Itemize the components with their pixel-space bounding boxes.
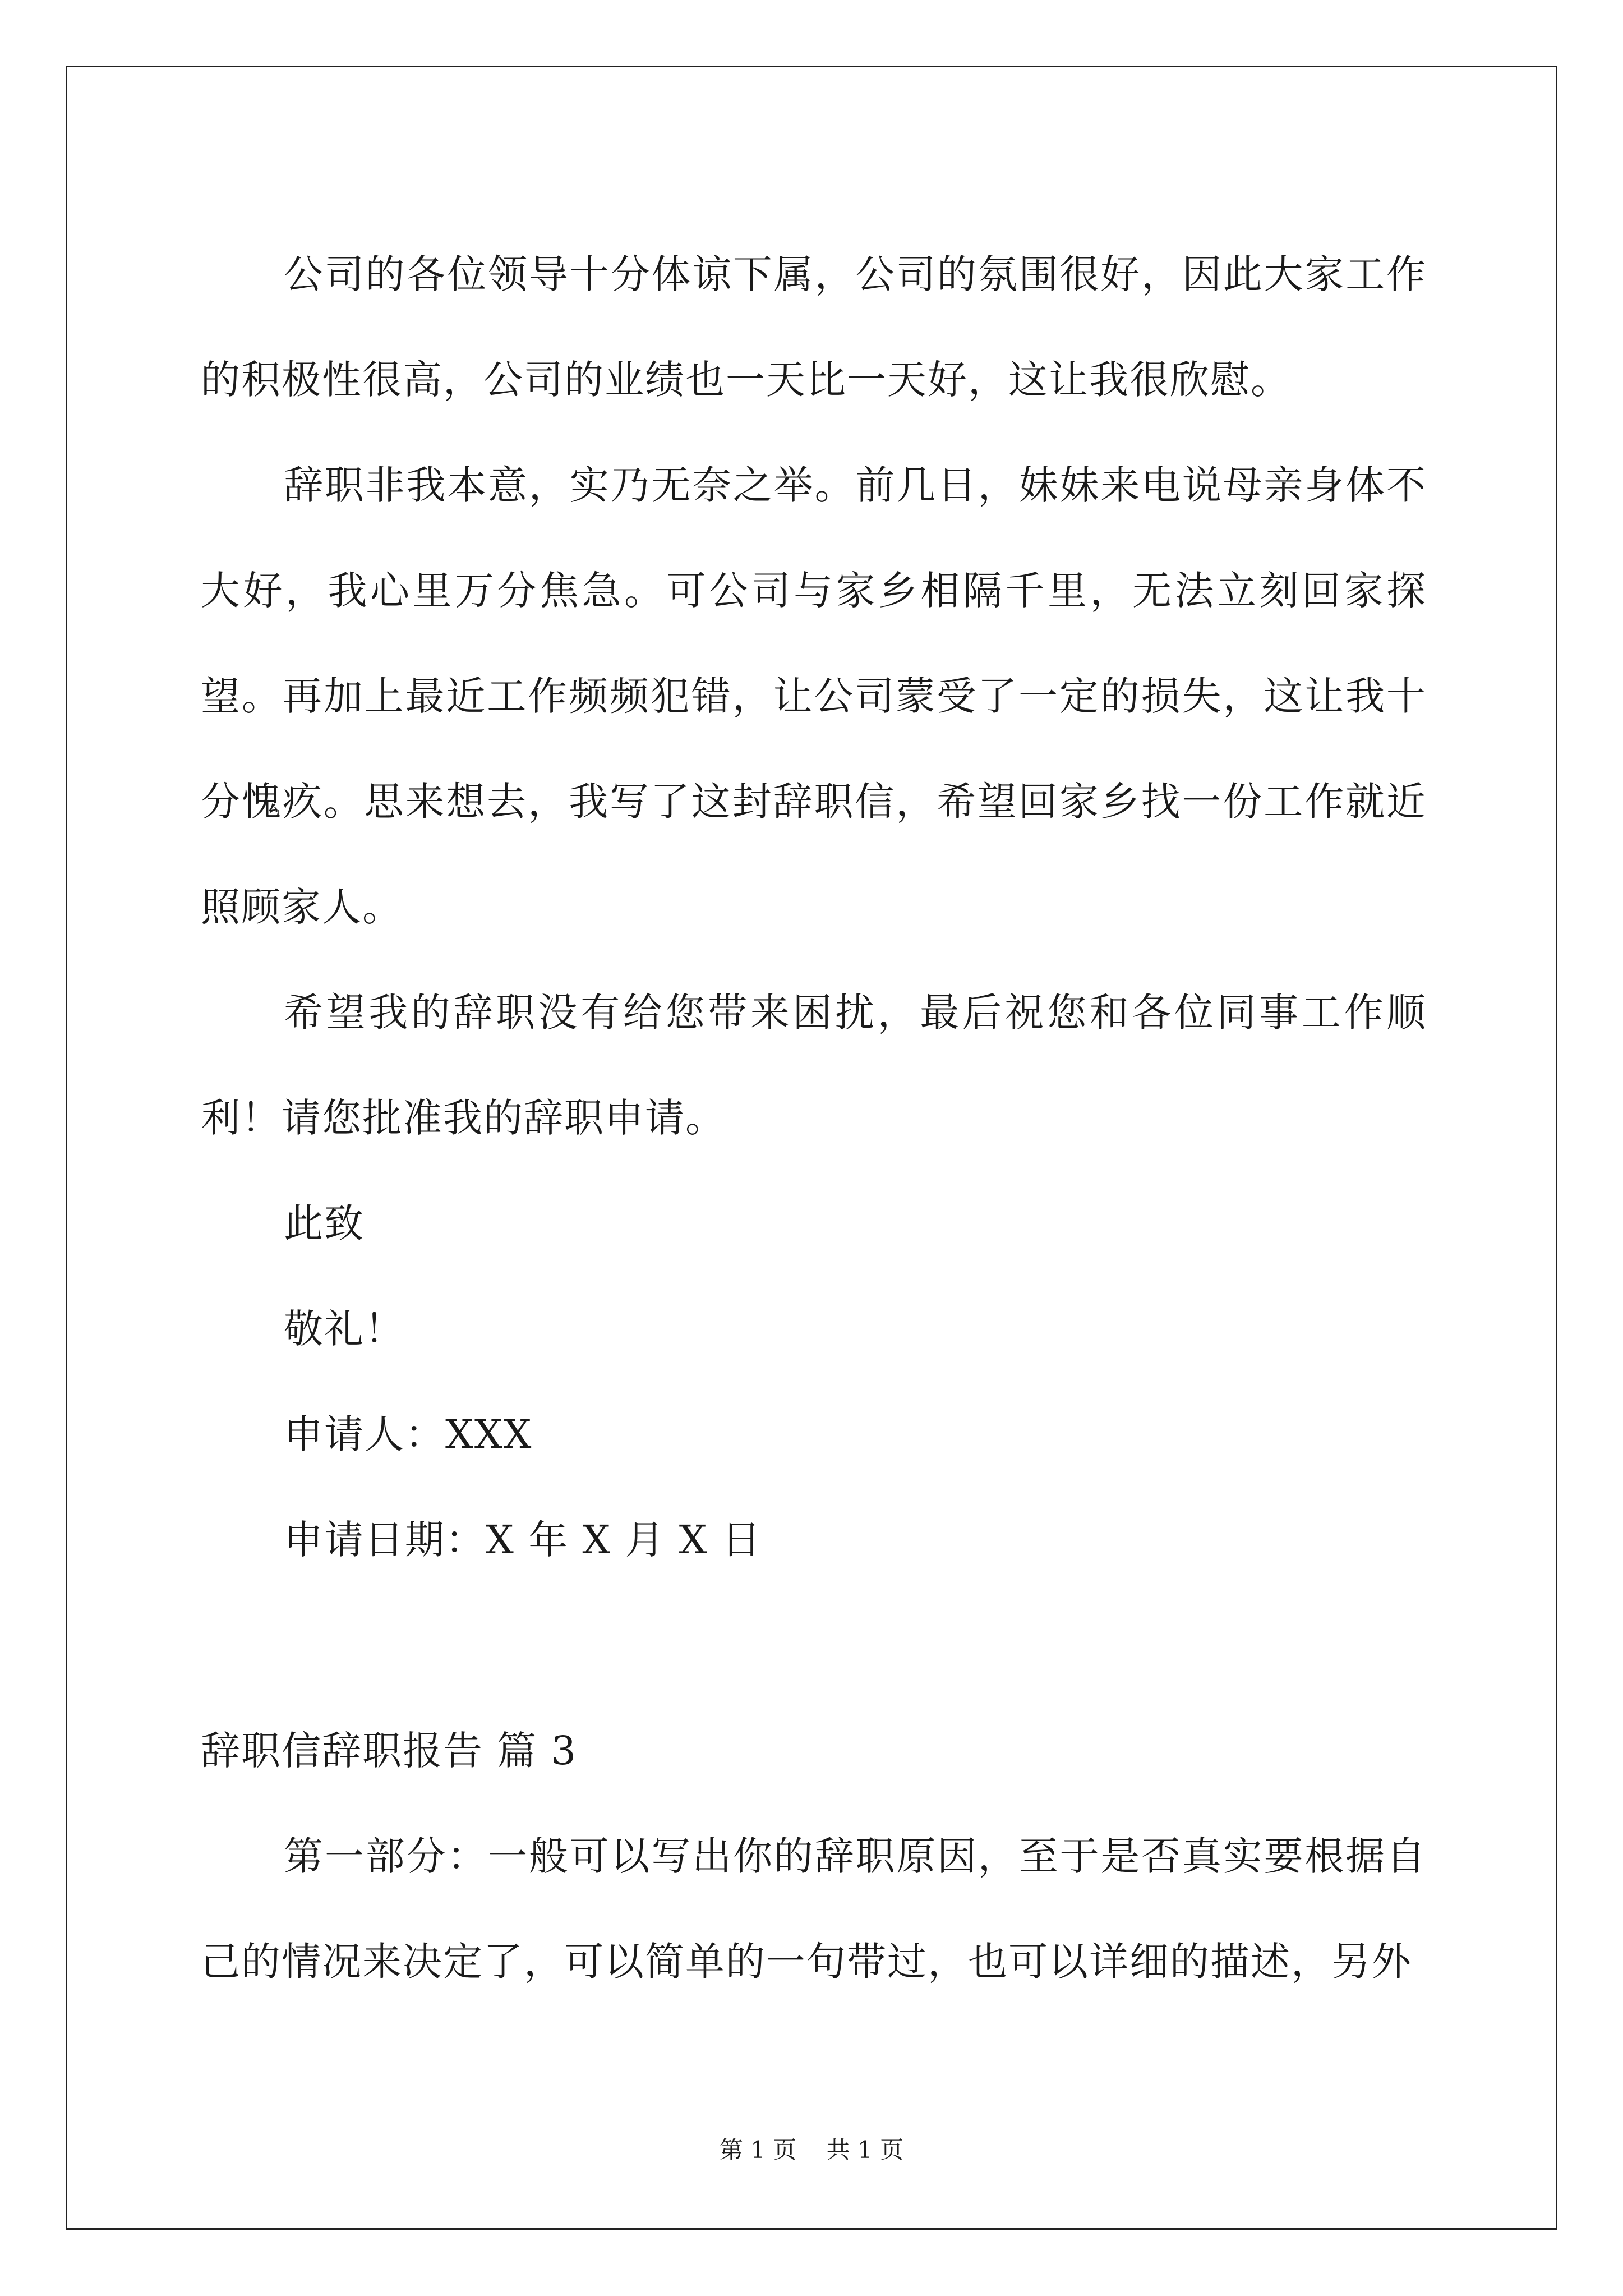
salute-line: 敬礼！ [284,1306,405,1352]
date-line: 申请日期：X 年 X 月 X 日 [284,1517,762,1563]
section-title: 辞职信辞职报告 篇 3 [201,1728,578,1774]
document-body [201,222,1427,2014]
paragraph-2: 辞职非我本意，实乃无奈之举。前几日，妹妹来电说母亲身体不大好，我心里万分焦急。可公司与家乡相隔千里，无法立刻回家探望。再加上最近工作频频犯错，让公司蒙受了一定的损失，这让我十分愧疚。思来想去，我写了这封辞职信，希望回家乡找一份工作就近照顾家人。 [201,462,1427,930]
section-paragraph: 第一部分：一般可以写出你的辞职原因，至于是否真实要根据自己的情况来决定了，可以简单的一句带过，也可以详细的描述，另外 [201,1833,1427,1985]
page-footer: 第 1 页 共 1 页 [719,2136,904,2164]
paragraph-3: 希望我的辞职没有给您带来困扰，最后祝您和各位同事工作顺利！请您批准我的辞职申请。 [201,990,1427,1141]
paragraph-1: 公司的各位领导十分体谅下属，公司的氛围很好，因此大家工作的积极性很高，公司的业绩也一天比一天好，这让我很欣慰。 [201,251,1427,403]
applicant-line: 申请人：XXX [284,1411,533,1457]
closing-line: 此致 [284,1200,365,1246]
